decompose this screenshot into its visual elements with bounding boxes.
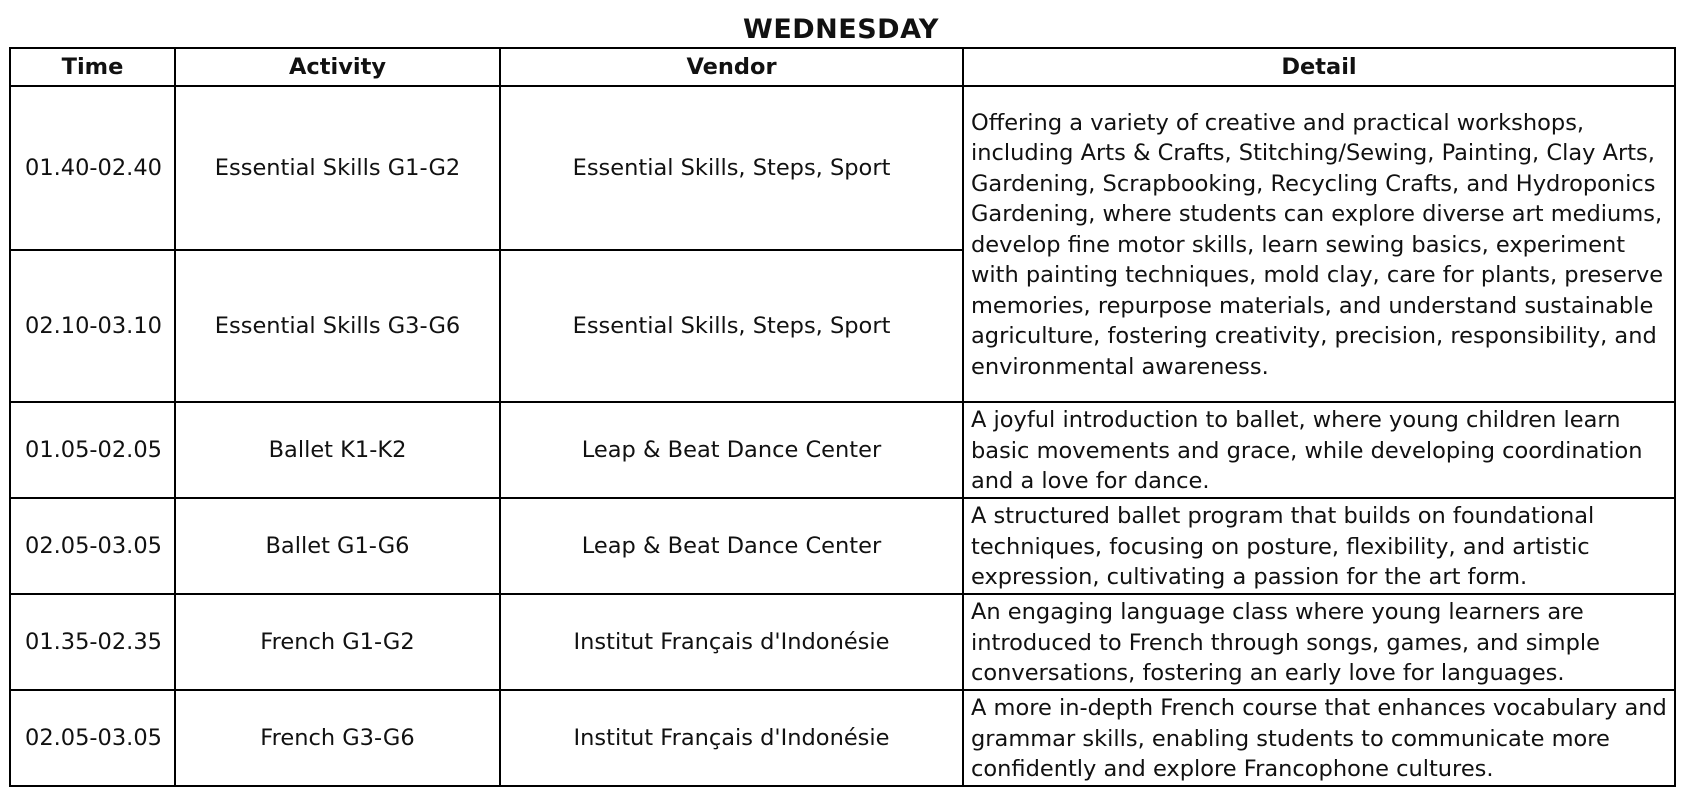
schedule-table <box>9 47 1676 787</box>
table-row <box>10 498 1675 594</box>
vendor-cell: Essential Skills, Steps, Sport <box>500 250 963 402</box>
header-detail: Detail <box>963 48 1675 86</box>
activity-cell: Essential Skills G3-G6 <box>175 250 500 402</box>
header-activity: Activity <box>175 48 500 86</box>
vendor-cell: Institut Français d'Indonésie <box>500 690 963 786</box>
activity-cell: French G3-G6 <box>175 690 500 786</box>
vendor-cell: Institut Français d'Indonésie <box>500 594 963 690</box>
table-row <box>10 594 1675 690</box>
time-cell: 01.05-02.05 <box>10 402 175 498</box>
time-cell: 01.35-02.35 <box>10 594 175 690</box>
detail-cell: An engaging language class where young learners are introduced to French through songs, games, and simple conversations, fostering an early love for languages. <box>963 594 1675 690</box>
activity-cell: Ballet G1-G6 <box>175 498 500 594</box>
vendor-cell: Leap & Beat Dance Center <box>500 498 963 594</box>
time-cell: 02.10-03.10 <box>10 250 175 402</box>
header-vendor: Vendor <box>500 48 963 86</box>
detail-cell: A joyful introduction to ballet, where young children learn basic movements and grace, while developing coordination and a love for dance. <box>963 402 1675 498</box>
table-row <box>10 402 1675 498</box>
detail-cell: A more in-depth French course that enhances vocabulary and grammar skills, enabling students to communicate more confidently and explore Francophone cultures. <box>963 690 1675 786</box>
header-row <box>10 48 1675 86</box>
activity-cell: Ballet K1-K2 <box>175 402 500 498</box>
time-cell: 02.05-03.05 <box>10 690 175 786</box>
vendor-cell: Leap & Beat Dance Center <box>500 402 963 498</box>
detail-cell: A structured ballet program that builds on foundational techniques, focusing on posture, flexibility, and artistic expression, cultivating a passion for the art form. <box>963 498 1675 594</box>
activity-cell: French G1-G2 <box>175 594 500 690</box>
detail-cell: Offering a variety of creative and practical workshops, including Arts & Crafts, Stitching/Sewing, Painting, Clay Arts, Gardening, Scrapbooking, Recycling Crafts, and Hydroponics Gardening, where students can explore diverse art mediums, develop fine motor skills, learn sewing basics, experiment with painting techniques, mold clay, care for plants, preserve memories, repurpose materials, and understand sustainable agriculture, fostering creativity, precision, responsibility, and environmental awareness. <box>963 86 1675 402</box>
vendor-cell: Essential Skills, Steps, Sport <box>500 86 963 250</box>
header-time: Time <box>10 48 175 86</box>
table-row <box>10 690 1675 786</box>
table-row <box>10 86 1675 250</box>
activity-cell: Essential Skills G1-G2 <box>175 86 500 250</box>
page-title: WEDNESDAY <box>743 14 939 45</box>
time-cell: 01.40-02.40 <box>10 86 175 250</box>
time-cell: 02.05-03.05 <box>10 498 175 594</box>
